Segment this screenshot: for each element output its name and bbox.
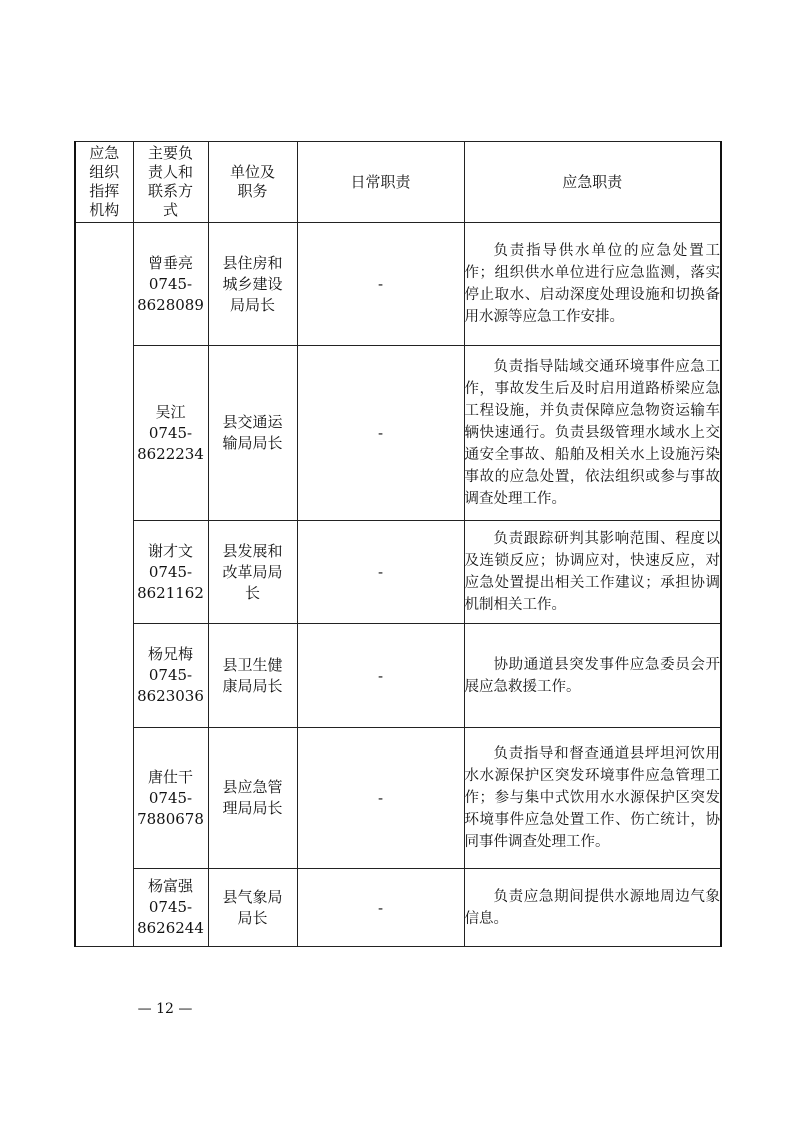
phone-number: 8621162	[137, 583, 204, 602]
table-row	[75, 521, 721, 624]
unit-cell: 县发展和改革局局长	[208, 521, 297, 624]
daily-cell: -	[297, 869, 464, 947]
duty-cell: 负责应急期间提供水源地周边气象信息。	[464, 869, 721, 947]
person-name: 杨富强	[147, 877, 193, 895]
phone-number: 7880678	[137, 809, 204, 828]
phone-prefix: 0745-	[148, 666, 193, 684]
person-cell	[133, 869, 208, 947]
duty-cell: 负责指导供水单位的应急处置工作；组织供水单位进行应急监测，落实停止取水、启动深度处理设施和切换备用水源等应急工作安排。	[464, 223, 721, 346]
person-name: 曾垂亮	[147, 253, 193, 272]
unit-cell: 县卫生健康局局长	[208, 624, 297, 728]
table-row	[75, 346, 721, 521]
phone-number: 8622234	[137, 444, 204, 463]
table-row	[75, 728, 721, 869]
table-row	[75, 223, 721, 346]
unit-cell: 县交通运输局局长	[208, 346, 297, 521]
person-name: 杨兄梅	[147, 645, 193, 663]
org-cell	[75, 223, 133, 947]
phone-prefix: 0745-	[148, 898, 193, 916]
person-cell	[133, 223, 208, 346]
header-daily: 日常职责	[297, 142, 464, 223]
person-name: 谢才文	[147, 541, 193, 560]
duty-cell: 协助通道县突发事件应急委员会开展应急救援工作。	[464, 624, 721, 728]
unit-cell: 县应急管理局局长	[208, 728, 297, 869]
phone-prefix: 0745-	[148, 423, 193, 442]
unit-cell: 县住房和城乡建设局局长	[208, 223, 297, 346]
table-header-row	[75, 142, 721, 223]
daily-cell: -	[297, 223, 464, 346]
phone-number: 8623036	[137, 687, 204, 705]
duty-cell: 负责指导陆域交通环境事件应急工作，事故发生后及时启用道路桥梁应急工程设施，并负责保障应急物资运输车辆快速通行。负责县级管理水域水上交通安全事故、船舶及相关水上设施污染事故的应急处置，依法组织或参与事故调查处理工作。	[464, 346, 721, 521]
daily-cell: -	[297, 624, 464, 728]
person-cell	[133, 521, 208, 624]
phone-number: 8626244	[137, 919, 204, 937]
person-cell	[133, 728, 208, 869]
header-duty: 应急职责	[464, 142, 721, 223]
table-row	[75, 624, 721, 728]
duty-cell: 负责跟踪研判其影响范围、程度以及连锁反应；协调应对，快速反应，对应急处置提出相关工作建议；承担协调机制相关工作。	[464, 521, 721, 624]
person-cell	[133, 624, 208, 728]
person-name: 吴江	[155, 402, 186, 421]
phone-number: 8628089	[137, 295, 204, 314]
table-row	[75, 869, 721, 947]
header-org: 应急组织指挥机构	[75, 142, 133, 223]
person-name: 唐仕干	[147, 767, 193, 786]
unit-cell: 县气象局局长	[208, 869, 297, 947]
phone-prefix: 0745-	[148, 274, 193, 293]
page-number: — 12 —	[137, 1001, 193, 1017]
header-person: 主要负责人和联系方式	[133, 142, 208, 223]
daily-cell: -	[297, 728, 464, 869]
header-unit: 单位及职务	[208, 142, 297, 223]
responsibility-table	[74, 141, 722, 947]
daily-cell: -	[297, 346, 464, 521]
person-cell	[133, 346, 208, 521]
daily-cell: -	[297, 521, 464, 624]
duty-cell: 负责指导和督查通道县坪坦河饮用水水源保护区突发环境事件应急管理工作；参与集中式饮用水水源保护区突发环境事件应急处置工作、伤亡统计，协同事件调查处理工作。	[464, 728, 721, 869]
phone-prefix: 0745-	[148, 788, 193, 807]
phone-prefix: 0745-	[148, 562, 193, 581]
